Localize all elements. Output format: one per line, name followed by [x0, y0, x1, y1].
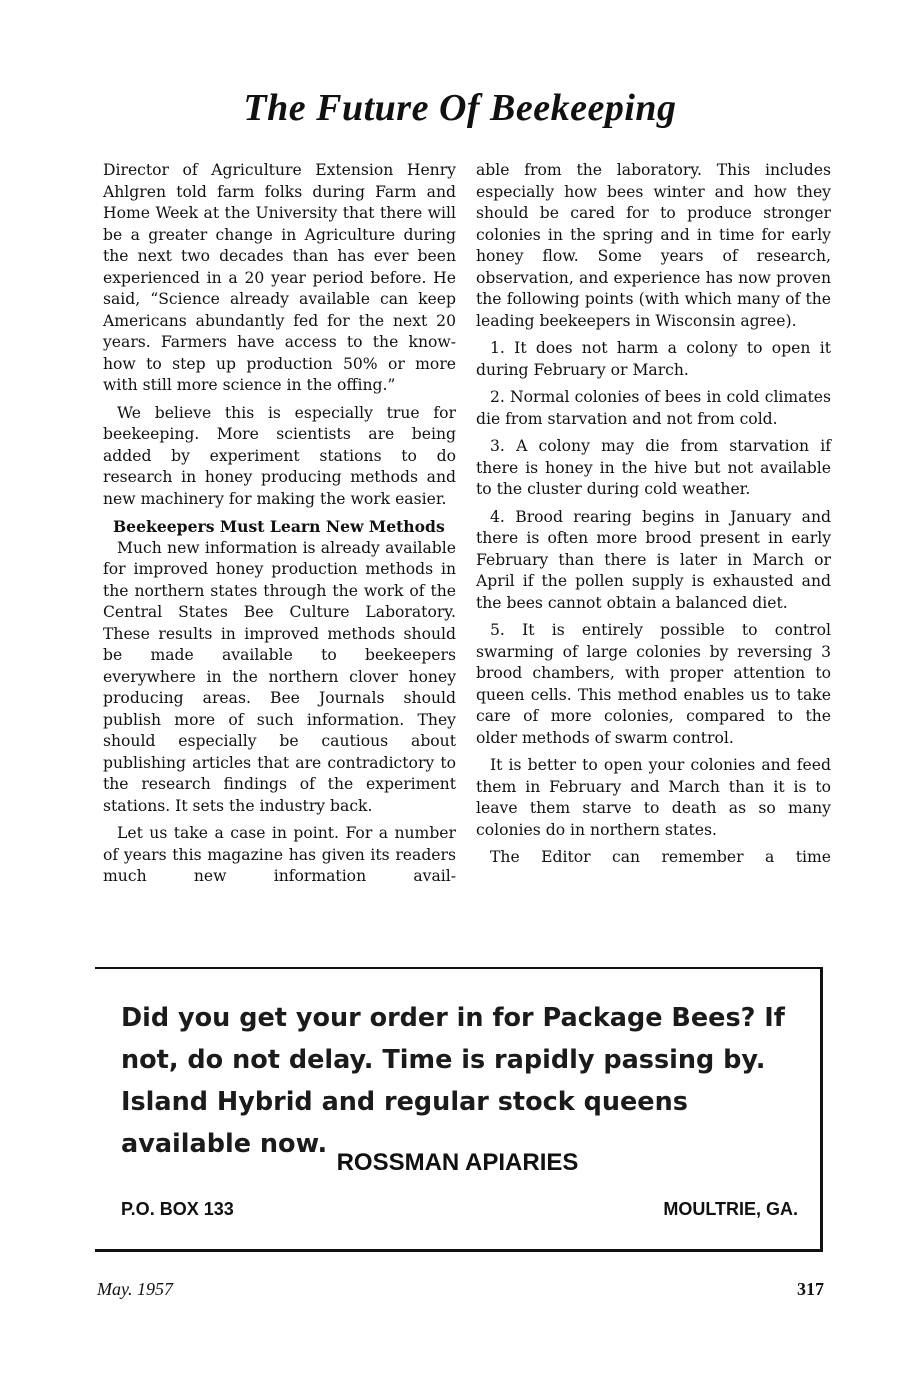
ad-city: MOULTRIE, GA.: [663, 1199, 798, 1219]
article-paragraph: able from the laboratory. This includes especially how bees winter and how they should be cared for to produce stronger colonies in the spring and in time for early honey flow. Some years of research, observation, and experience has now proven the following points (with which many of the leading beekeepers in Wisconsin agree).: [476, 161, 831, 330]
ad-body-text: Did you get your order in for Package Bees? If not, do not delay. Time is rapidly passing by. Island Hybrid and regular stock queens available now.: [121, 1003, 785, 1159]
section-heading: Beekeepers Must Learn New Methods: [113, 517, 445, 536]
article-paragraph: Much new information is already available for improved honey production methods in the northern states through the work of the Central States Bee Culture Laboratory. These results in improved methods should be made available to beekeepers everywhere in the northern clover honey producing areas. Bee Journals should publish more of such information. They should especially be cautious about publishing articles that are contradictory to the research findings of the experiment stations. It sets the industry back.: [103, 538, 456, 815]
article-column-right: [476, 160, 831, 875]
article-paragraph: 4. Brood rearing begins in January and there is often more brood present in early February than there is later in March or April if the pollen supply is exhausted and the bees cannot obtain a balanced diet.: [476, 507, 831, 612]
article-paragraph: 5. It is entirely possible to control swarming of large colonies by reversing 3 brood chambers, with proper attention to queen cells. This method enables us to take care of more colonies, compared to the older methods of swarm control.: [476, 621, 831, 747]
article-paragraph: Let us take a case in point. For a number of years this magazine has given its readers much new information avail-: [103, 824, 456, 885]
article-paragraph: 3. A colony may die from starvation if there is honey in the hive but not available to the cluster during cold weather.: [476, 437, 831, 498]
article-paragraph: 1. It does not harm a colony to open it during February or March.: [476, 339, 831, 379]
footer-date: May. 1957: [97, 1279, 173, 1299]
ad-company-name: ROSSMAN APIARIES: [336, 1149, 579, 1176]
article-paragraph: Director of Agriculture Extension Henry Ahlgren told farm folks during Farm and Home Week at the University that there will be a greater change in Agriculture during the next two decades than has ever been experienced in a 20 year period before. He said, “Science already available can keep Americans abundantly fed for the next 20 years. Farmers have access to the know-how to step up production 50% or more with still more science in the offing.”: [103, 161, 456, 394]
article-paragraph: 2. Normal colonies of bees in cold climates die from starvation and not from cold.: [476, 388, 831, 428]
page-number: 317: [797, 1279, 824, 1299]
article-paragraph: The Editor can remember a time: [490, 848, 831, 866]
article-column-left: [103, 160, 456, 894]
article-title: The Future Of Beekeeping: [243, 87, 677, 129]
article-paragraph: It is better to open your colonies and feed them in February and March than it is to leave them starve to death as so many colonies do in northern states.: [476, 756, 831, 839]
advertisement-box: [95, 967, 823, 1252]
article-paragraph: We believe this is especially true for beekeeping. More scientists are being added by experiment stations to do research in honey producing methods and new machinery for making the work easier.: [103, 403, 456, 508]
ad-po-box: P.O. BOX 133: [121, 1199, 234, 1219]
